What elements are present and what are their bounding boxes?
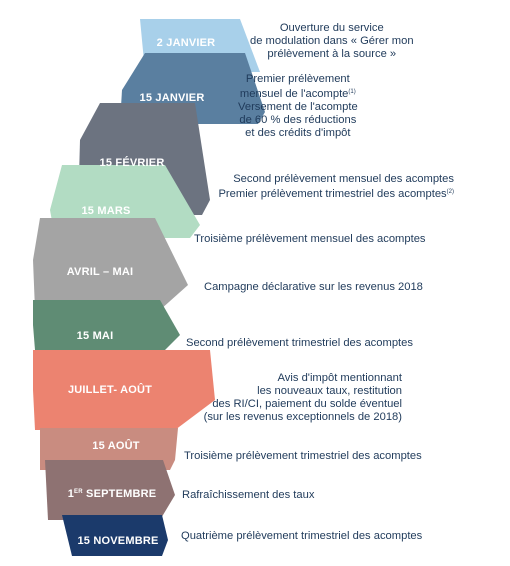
- band-label-15-mai: 15 MAI: [76, 330, 114, 342]
- desc-2-janvier: Ouverture du service de modulation dans « Gérer mon prélèvement à la source »: [250, 22, 414, 60]
- band-label-2-janvier: 2 JANVIER: [156, 37, 216, 49]
- desc-15-aout: Troisième prélèvement trimestriel des acomptes: [184, 450, 422, 462]
- band-15-mai: [33, 300, 180, 350]
- desc-15-janvier: Premier prélèvement mensuel de l'acompte$^{(1)}$ Versement de l'acompte de 60 % des réductions et des crédits d'impôt: [238, 73, 358, 139]
- band-label-15-fevrier: 15 FÉVRIER: [99, 157, 165, 169]
- band-label-15-aout: 15 AOÛT: [92, 440, 140, 452]
- desc-1er-septembre: Rafraîchissement des taux: [182, 489, 315, 501]
- desc-juillet-aout: Avis d'impôt mentionnant les nouveaux taux, restitution des RI/CI, paiement du solde éventuel (sur les revenus exceptionnels de 2018): [203, 372, 402, 423]
- band-label-15-mars: 15 MARS: [81, 205, 131, 217]
- band-label-15-janvier: 15 JANVIER: [139, 92, 205, 104]
- band-label-avril-mai: AVRIL – MAI: [66, 266, 134, 278]
- desc-15-fevrier: Second prélèvement mensuel des acomptes Premier prélèvement trimestriel des acomptes$^{(2)}$: [218, 173, 454, 200]
- band-label-15-novembre: 15 NOVEMBRE: [77, 535, 159, 547]
- desc-15-mars: Troisième prélèvement mensuel des acomptes: [194, 233, 426, 245]
- desc-15-novembre: Quatrième prélèvement trimestriel des acomptes: [181, 530, 423, 542]
- desc-avril-mai: Campagne déclarative sur les revenus 2018: [204, 281, 423, 293]
- band-label-juillet-aout: JUILLET- AOÛT: [67, 384, 153, 396]
- band-label-1er-septembre: 1ER SEPTEMBRE: [67, 488, 157, 500]
- desc-15-mai: Second prélèvement trimestriel des acomptes: [186, 337, 413, 349]
